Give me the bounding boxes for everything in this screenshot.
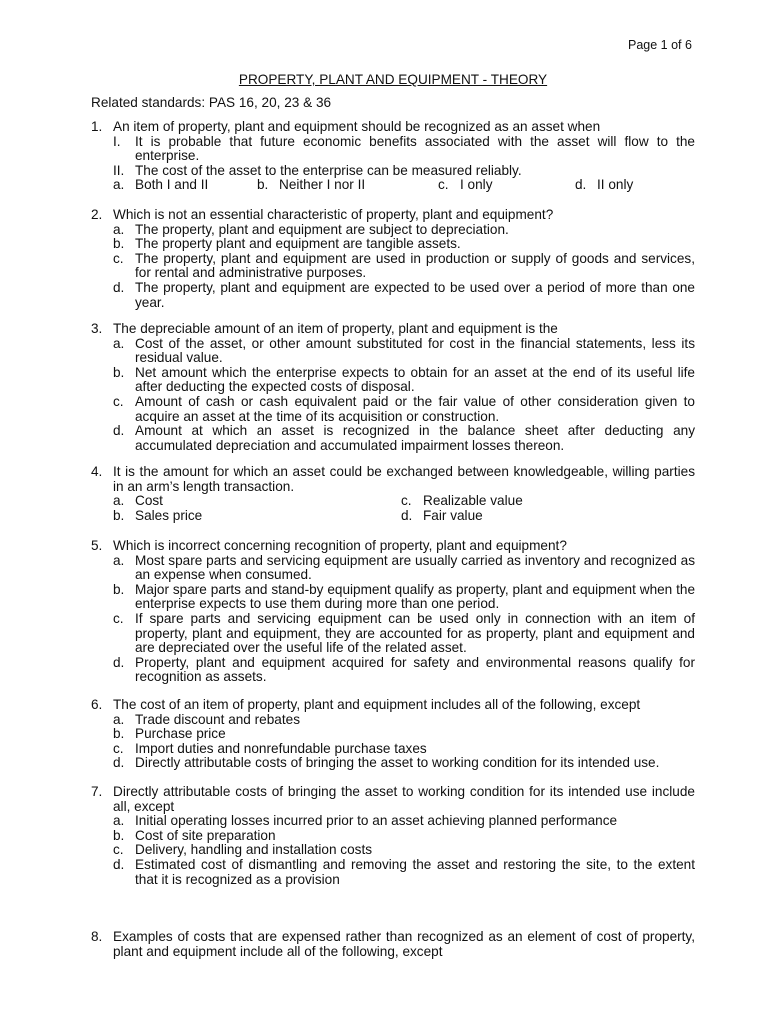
page-number: Page 1 of 6 xyxy=(628,38,692,52)
answer-option xyxy=(113,337,695,366)
question-number: 3. xyxy=(91,321,103,336)
answer-option xyxy=(113,281,695,310)
answer-option xyxy=(113,554,695,583)
option-label: b. xyxy=(113,827,125,843)
option-text: Property, plant and equipment acquired for safety and environmental reasons qualify for recognition as assets. xyxy=(135,654,695,685)
option-label: c. xyxy=(113,740,124,756)
option-label: d. xyxy=(113,654,125,670)
option-text: Amount at which an asset is recognized in the balance sheet after deducting any accumulated depreciation and accumulated impairment losses thereon. xyxy=(135,423,695,453)
option-text: Fair value xyxy=(423,507,483,523)
option-text: Purchase price xyxy=(135,726,226,742)
answer-option xyxy=(113,612,695,656)
answer-option xyxy=(575,178,633,193)
answer-option xyxy=(257,178,438,193)
option-label: d. xyxy=(575,177,587,193)
answer-option xyxy=(113,237,695,252)
question-4 xyxy=(91,465,695,523)
option-label: d. xyxy=(401,507,413,523)
option-text: Realizable value xyxy=(423,493,523,509)
statement-item xyxy=(113,164,695,179)
statement-text: The cost of the asset to the enterprise can be measured reliably. xyxy=(135,162,522,178)
option-text: Sales price xyxy=(135,507,203,523)
option-label: a. xyxy=(113,552,125,568)
option-text: The property, plant and equipment are subject to depreciation. xyxy=(135,221,509,237)
option-text: Neither I nor II xyxy=(279,177,366,193)
statement-label: I. xyxy=(113,133,121,149)
option-text: Estimated cost of dismantling and removing the asset and restoring the site, to the extent that it is recognized as a provision xyxy=(135,856,695,887)
option-text: Initial operating losses incurred prior to an asset achieving planned performance xyxy=(135,813,618,829)
question-1 xyxy=(91,120,695,193)
question-7 xyxy=(91,785,695,887)
option-text: The property plant and equipment are tangible assets. xyxy=(135,236,461,252)
option-text: Major spare parts and stand-by equipment qualify as property, plant and equipment when the enterprise expects to use them during more than one period. xyxy=(135,581,695,612)
option-text: Cost xyxy=(135,493,163,509)
option-label: c. xyxy=(113,610,124,626)
answer-option xyxy=(401,509,695,524)
document-title: PROPERTY, PLANT AND EQUIPMENT - THEORY xyxy=(238,72,548,87)
option-label: a. xyxy=(113,493,125,509)
option-text: If spare parts and servicing equipment can be used only in connection with an item of property, plant and equipment, they are accounted for as property, plant and equipment and are depreciated over the useful life of the related asset. xyxy=(135,610,695,656)
answer-option xyxy=(113,727,695,742)
option-text: Trade discount and rebates xyxy=(135,711,300,727)
option-label: c. xyxy=(401,493,412,509)
question-text: Examples of costs that are expensed rather than recognized as an element of cost of property, plant and equipment include all of the following, except xyxy=(113,929,695,959)
answer-option xyxy=(113,756,695,771)
question-text: It is the amount for which an asset could be exchanged between knowledgeable, willing parties in an arm’s length transaction. xyxy=(113,464,695,494)
question-3 xyxy=(91,322,695,453)
option-label: d. xyxy=(113,856,125,872)
option-label: a. xyxy=(113,221,125,237)
question-number: 8. xyxy=(91,929,103,944)
question-number: 2. xyxy=(91,207,103,222)
answer-option xyxy=(113,509,401,524)
answer-option xyxy=(113,814,695,829)
answer-option xyxy=(113,178,257,193)
related-standards: Related standards: PAS 16, 20, 23 & 36 xyxy=(91,95,332,110)
answer-option xyxy=(113,742,695,757)
question-6 xyxy=(91,698,695,771)
answer-option xyxy=(113,713,695,728)
option-label: b. xyxy=(113,364,125,380)
answer-option xyxy=(113,366,695,395)
answer-option xyxy=(113,494,401,509)
answer-option xyxy=(401,494,695,509)
option-label: b. xyxy=(113,726,125,742)
answer-option xyxy=(113,395,695,424)
option-label: c. xyxy=(113,393,124,409)
option-label: d. xyxy=(113,423,125,439)
statement-item xyxy=(113,135,695,164)
option-label: b. xyxy=(257,177,269,193)
question-text: The depreciable amount of an item of property, plant and equipment is the xyxy=(113,321,558,336)
question-number: 5. xyxy=(91,538,103,553)
option-text: Cost of site preparation xyxy=(135,827,276,843)
option-text: Import duties and nonrefundable purchase taxes xyxy=(135,740,427,756)
option-text: Most spare parts and servicing equipment are usually carried as inventory and recognized as an expense when consumed. xyxy=(135,552,695,583)
answer-option xyxy=(113,424,695,453)
answer-option xyxy=(113,223,695,238)
option-label: b. xyxy=(113,236,125,252)
question-number: 1. xyxy=(91,119,103,134)
option-text: Both I and II xyxy=(135,177,209,193)
question-8 xyxy=(91,930,695,959)
option-text: Delivery, handling and installation costs xyxy=(135,842,373,858)
question-2 xyxy=(91,208,695,310)
option-text: The property, plant and equipment are used in production or supply of goods and services, for rental and administrative purposes. xyxy=(135,250,695,281)
option-label: a. xyxy=(113,177,125,193)
answer-option xyxy=(113,583,695,612)
option-label: a. xyxy=(113,813,125,829)
option-text: Amount of cash or cash equivalent paid or the fair value of other consideration given to acquire an asset at the time of its acquisition or construction. xyxy=(135,393,695,424)
question-text: Directly attributable costs of bringing the asset to working condition for its intended use include all, except xyxy=(113,784,695,814)
option-text: The property, plant and equipment are expected to be used over a period of more than one year. xyxy=(135,279,695,310)
answer-option xyxy=(113,656,695,685)
option-label: c. xyxy=(113,842,124,858)
option-text: Cost of the asset, or other amount substituted for cost in the financial statements, less its residual value. xyxy=(135,335,695,366)
question-number: 4. xyxy=(91,464,103,479)
option-label: d. xyxy=(113,755,125,771)
answer-option xyxy=(113,829,695,844)
option-label: b. xyxy=(113,581,125,597)
answer-options-grid xyxy=(113,494,695,523)
option-text: I only xyxy=(460,177,493,193)
option-label: c. xyxy=(113,250,124,266)
statement-text: It is probable that future economic benefits associated with the asset will flow to the enterprise. xyxy=(135,133,695,164)
option-text: Directly attributable costs of bringing the asset to working condition for its intended use. xyxy=(135,755,660,771)
statement-label: II. xyxy=(113,162,125,178)
option-label: a. xyxy=(113,335,125,351)
question-text: The cost of an item of property, plant and equipment includes all of the following, except xyxy=(113,697,641,712)
answer-option xyxy=(438,178,575,193)
option-text: II only xyxy=(597,177,634,193)
question-text: An item of property, plant and equipment should be recognized as an asset when xyxy=(113,119,601,134)
question-5 xyxy=(91,539,695,685)
answer-option xyxy=(113,252,695,281)
question-number: 6. xyxy=(91,697,103,712)
question-text: Which is incorrect concerning recognition of property, plant and equipment? xyxy=(113,538,567,553)
option-label: b. xyxy=(113,507,125,523)
option-label: a. xyxy=(113,711,125,727)
question-text: Which is not an essential characteristic of property, plant and equipment? xyxy=(113,207,554,222)
option-text: Net amount which the enterprise expects to obtain for an asset at the end of its useful life after deducting the expected costs of disposal. xyxy=(135,364,695,395)
answer-option xyxy=(113,843,695,858)
option-label: d. xyxy=(113,279,125,295)
option-label: c. xyxy=(438,177,449,193)
question-number: 7. xyxy=(91,784,103,799)
answer-option xyxy=(113,858,695,887)
answer-options-row xyxy=(113,178,695,193)
